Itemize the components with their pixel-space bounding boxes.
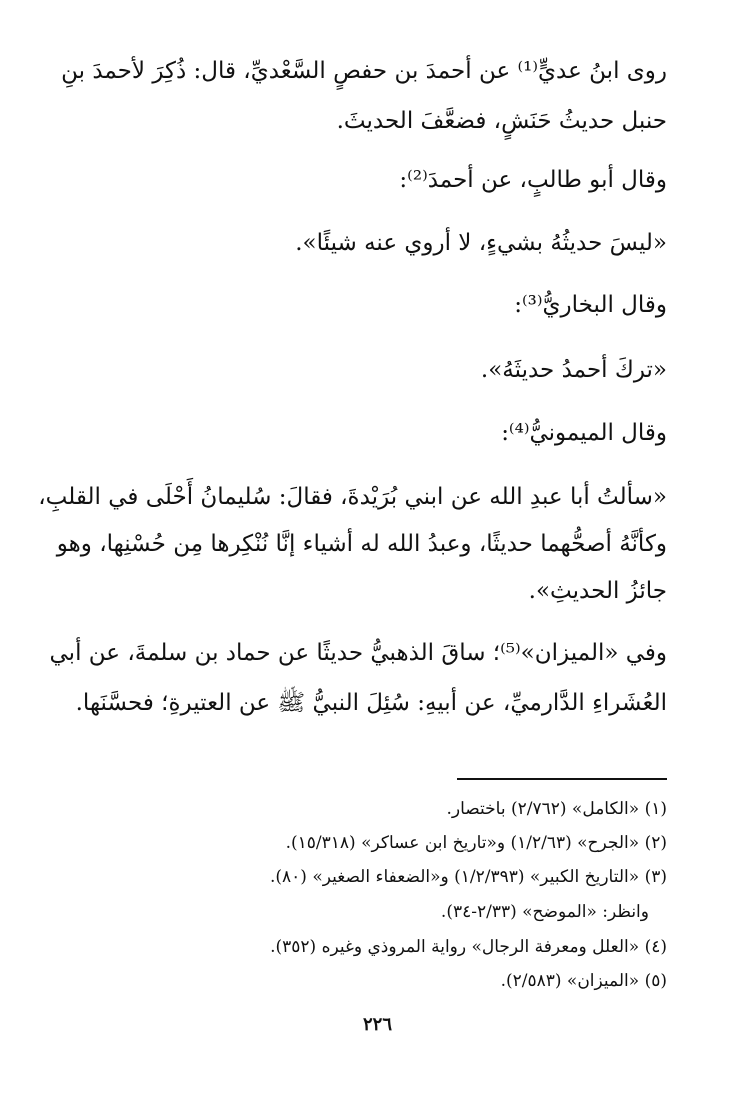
paragraph-line: حنبل حديثُ حَنَشٍ، فضعَّفَ الحديثَ. bbox=[336, 108, 667, 134]
paragraph-line: وقال الميمونيُّ⁽⁴⁾: bbox=[501, 420, 667, 446]
paragraph-line: جائزُ الحديثِ». bbox=[528, 578, 667, 604]
paragraph-line: وقال أبو طالبٍ، عن أحمدَ⁽²⁾: bbox=[399, 167, 667, 193]
footnote-3-continued: وانظر: «الموضح» (٢/٣٣-٣٤). bbox=[440, 902, 649, 922]
footnote-separator bbox=[457, 778, 667, 780]
page-number: ٢٢٦ bbox=[362, 1014, 392, 1035]
paragraph-abu-talib bbox=[87, 155, 667, 205]
paragraph-line: العُشَراءِ الدَّارميِّ، عن أبيهِ: سُئِلَ النبيُّ ﷺ عن العتيرةِ؛ فحسَّنَها. bbox=[75, 690, 667, 716]
paragraph-line: «سألتُ أبا عبدِ الله عن ابني بُرَيْدةَ، فقالَ: سُليمانُ أَحْلَى في القلبِ، bbox=[38, 484, 667, 510]
footnote-5: (٥) «الميزان» (٢/٥٨٣). bbox=[500, 971, 667, 991]
paragraph-line: وفي «الميزان»⁽⁵⁾؛ ساقَ الذهبيُّ حديثًا عن حماد بن سلمةَ، عن أبي bbox=[49, 640, 667, 666]
quote-sulayman bbox=[38, 474, 667, 615]
paragraph-line: «ليسَ حديثُهُ بشيءٍ، لا أروي عنه شيئًا». bbox=[295, 230, 667, 256]
quote-laysa-hadithuhu bbox=[87, 218, 667, 268]
footnote-1: (١) «الكامل» (٢/٧٦٢) باختصار. bbox=[446, 799, 667, 819]
paragraph-bukhari bbox=[87, 280, 667, 330]
paragraph-line: وقال البخاريُّ⁽³⁾: bbox=[514, 292, 667, 318]
paragraph-ibn-adi bbox=[61, 46, 667, 146]
quote-taraka-ahmad bbox=[87, 345, 667, 395]
paragraph-maymuni bbox=[87, 408, 667, 458]
paragraph-mizan bbox=[49, 628, 667, 728]
paragraph-line: روى ابنُ عديٍّ⁽¹⁾ عن أحمدَ بن حفصٍ السَّعْديِّ، قال: ذُكِرَ لأحمدَ بنِ bbox=[61, 58, 667, 84]
footnote-4: (٤) «العلل ومعرفة الرجال» رواية المروذي وغيره (٣٥٢). bbox=[270, 937, 667, 957]
footnote-2: (٢) «الجرح» (١/٢/٦٣) و«تاريخ ابن عساكر» (١٥/٣١٨). bbox=[285, 833, 667, 853]
paragraph-line: وكأنَّهُ أصحُّهما حديثًا، وعبدُ الله له أشياء إنَّا نُنْكِرها مِن حُسْنِها، وهو bbox=[56, 531, 667, 557]
paragraph-line: «تركَ أحمدُ حديثَهُ». bbox=[480, 357, 667, 383]
footnote-3: (٣) «التاريخ الكبير» (١/٢/٣٩٣) و«الضعفاء الصغير» (٨٠). bbox=[269, 867, 667, 887]
